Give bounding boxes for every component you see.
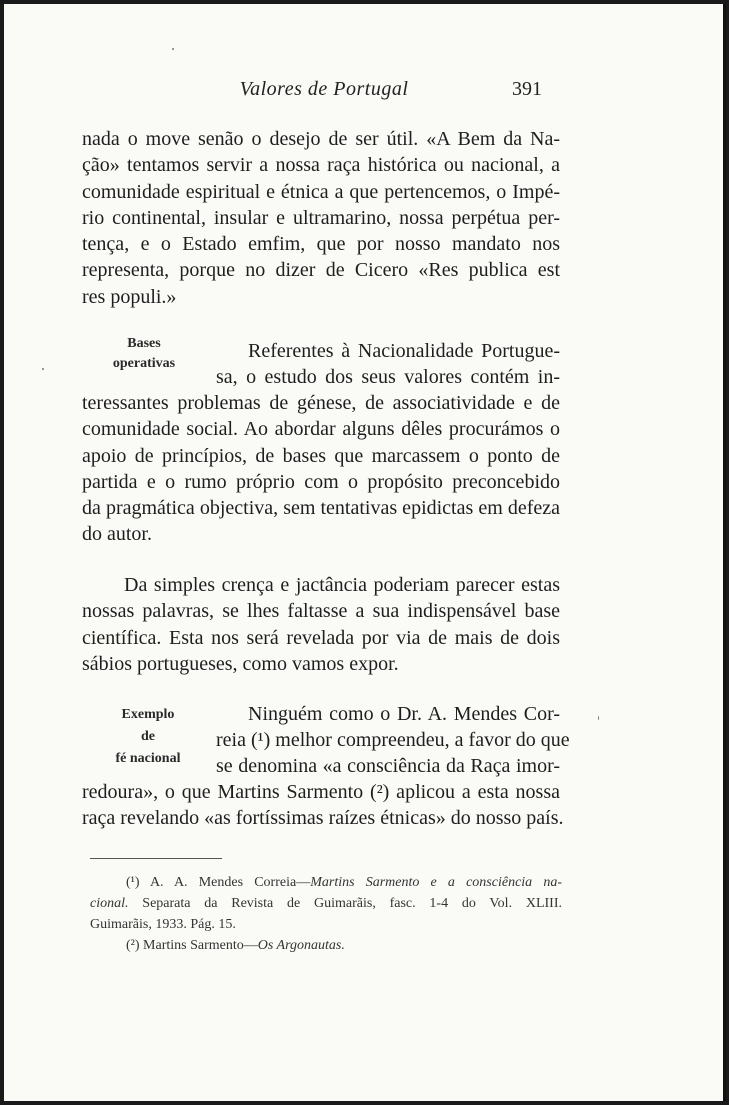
text-line: ção» tentamos servir a nossa raça histórica ou nacional, a <box>82 154 560 177</box>
text-line: Da simples crença e jactância poderiam parecer estas <box>124 574 560 596</box>
text-line: rio continental, insular e ultramarino, nossa perpétua per- <box>82 206 560 229</box>
text-line: apoio de princípios, de bases que marcassem o ponto de <box>82 444 560 467</box>
footnote-title: Martins Sarmento e a consciência na- <box>310 875 562 890</box>
exemplo-indented-line-1 <box>248 701 560 727</box>
text-line: Ninguém como o Dr. A. Mendes Cor- <box>248 703 560 725</box>
text-line: comunidade social. Ao abordar alguns dêles procurámos o <box>82 418 560 441</box>
text-line: do autor. <box>82 523 152 546</box>
footnote-title-cont: cional. <box>90 896 129 911</box>
footnote-separator <box>90 858 222 859</box>
paragraph-1 <box>82 126 560 310</box>
paragraph-3 <box>82 572 560 677</box>
paragraph-2 <box>82 390 560 548</box>
footnote-title: Os Argonautas. <box>257 938 345 953</box>
footnote-marker: (¹) <box>126 875 140 890</box>
footnote-source: Separata da Revista de Guimarãis, fasc. 1-4 do Vol. XLIII. <box>128 896 562 911</box>
page-number: 391 <box>512 78 542 100</box>
margin-note-line: Bases <box>127 336 161 351</box>
text-line: sa, o estudo dos seus valores contém in- <box>216 366 560 388</box>
margin-note-line: de <box>141 729 155 744</box>
footnote-2 <box>90 935 562 956</box>
text-line: comunidade espiritual e étnica a que pertencemos, o Impé- <box>82 180 560 203</box>
book-page <box>4 4 726 1101</box>
text-line: tença, e o Estado emfim, que por nosso mandato nos <box>82 233 560 256</box>
text-line: redoura», o que Martins Sarmento (²) aplicou a esta nossa <box>82 781 560 803</box>
text-line: Referentes à Nacionalidade Portugue- <box>248 340 560 362</box>
margin-note-exemplo <box>98 704 198 770</box>
text-line: sábios portugueses, como vamos expor. <box>82 652 399 675</box>
text-line: res populi.» <box>82 285 177 308</box>
footnote-1-line-1 <box>90 872 562 893</box>
bases-indented-lines-2 <box>216 364 560 390</box>
text-line: nada o move senão o desejo de ser útil. «A Bem da Na- <box>82 128 560 150</box>
running-header-title: Valores de Portugal <box>239 78 409 100</box>
text-line: reia (¹) melhor compreendeu, a favor do que <box>216 729 570 751</box>
exemplo-indented-lines <box>216 727 570 780</box>
margin-note-line: Exemplo <box>121 707 175 722</box>
scan-speck <box>598 716 599 720</box>
footnote-author: Martins Sarmento— <box>143 938 258 953</box>
text-line: representa, porque no dizer de Cicero «Res publica est <box>82 259 560 282</box>
text-line: raça revelando «as fortíssimas raízes étnicas» do nosso país. <box>82 807 564 830</box>
text-line: científica. Esta nos será revelada por via de mais de dois <box>82 626 560 649</box>
text-line: teressantes problemas de génese, de associatividade e de <box>82 392 560 414</box>
text-line: se denomina «a consciência da Raça imor- <box>216 755 560 778</box>
margin-note-line: fé nacional <box>115 751 181 766</box>
margin-note-line: operativas <box>112 356 176 371</box>
footnote-marker: (²) <box>126 938 140 953</box>
footnote-author: A. A. Mendes Correia— <box>149 875 311 890</box>
scan-speck <box>42 368 44 370</box>
bases-indented-lines <box>248 338 560 364</box>
margin-note-bases <box>104 334 184 374</box>
paragraph-4 <box>82 779 564 832</box>
footnote-1-line-2 <box>90 893 562 914</box>
scan-speck <box>172 48 174 50</box>
text-line: partida e o rumo próprio com o propósito preconcebido <box>82 470 560 493</box>
text-line: da pragmática objectiva, sem tentativas epidictas em defeza <box>82 497 560 520</box>
footnotes <box>90 872 562 956</box>
footnote-1-line-3: Guimarãis, 1933. Pág. 15. <box>90 917 236 932</box>
text-line: nossas palavras, se lhes faltasse a sua indispensável base <box>82 600 560 623</box>
